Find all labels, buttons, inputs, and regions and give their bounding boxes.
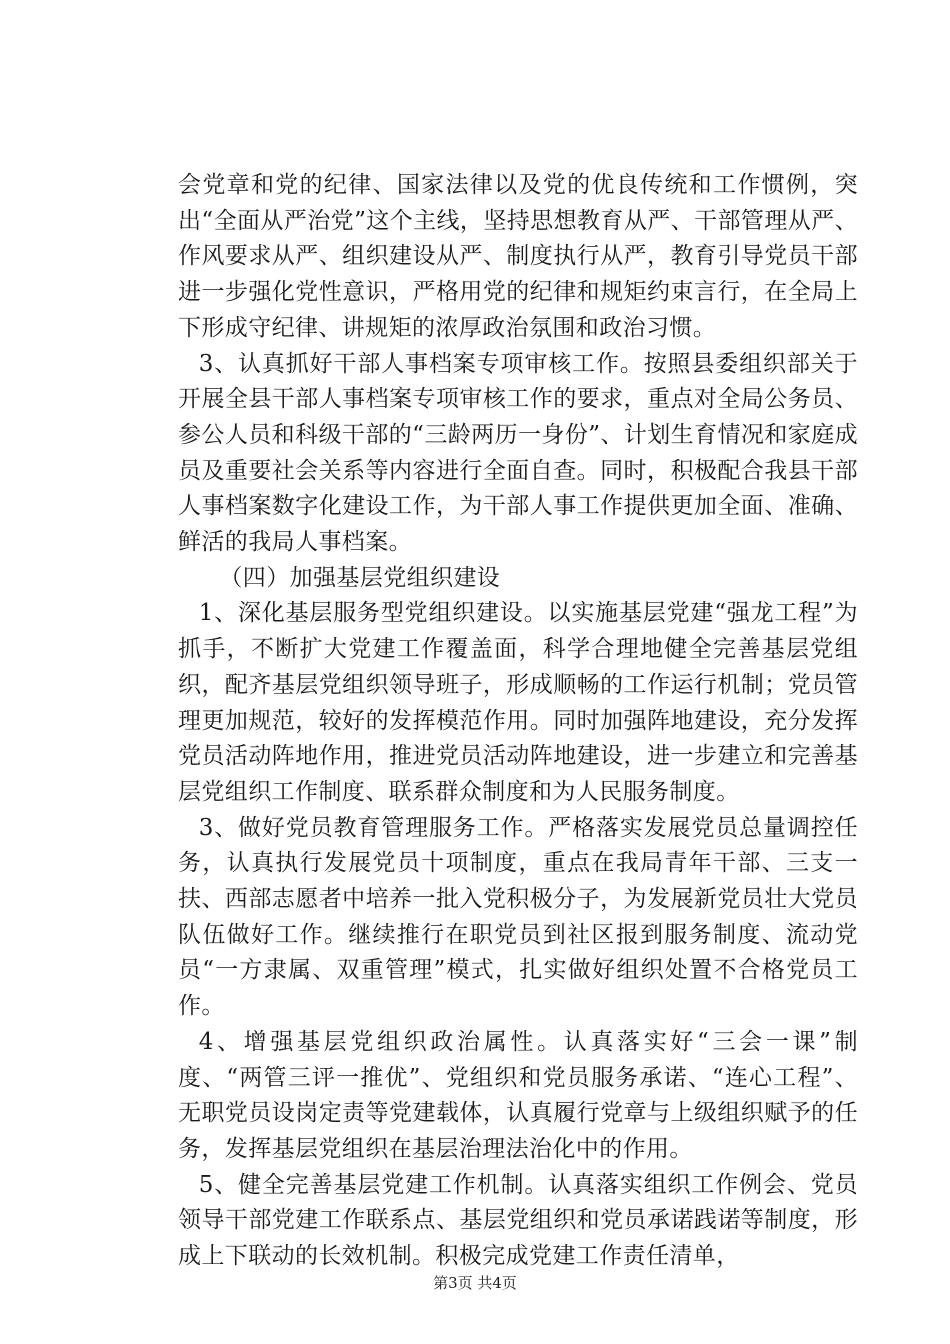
paragraph-item-3-archives: 3、认真抓好干部人事档案专项审核工作。按照县委组织部关于开展全县干部人事档案专项审核工作的要求，重点对全局公务员、参公人员和科级干部的“三龄两历一身份”、计划生育情况和家庭成员及重要社会关系等内容进行全面自查。同时，积极配合我县干部人事档案数字化建设工作，为干部人事工作提供更加全面、准确、鲜活的我局人事档案。 <box>178 350 858 556</box>
page-number: 第3页 共4页 <box>433 1274 517 1292</box>
paragraph-continuation: 会党章和党的纪律、国家法律以及党的优良传统和工作惯例，突出“全面从严治党”这个主线，坚持思想教育从严、干部管理从严、作风要求从严、组织建设从严、制度执行从严，教育引导党员干部进一步强化党性意识，严格用党的纪律和规矩约束言行，在全局上下形成守纪律、讲规矩的浓厚政治氛围和政治习惯。 <box>178 172 858 341</box>
paragraph-item-3-education: 3、做好党员教育管理服务工作。严格落实发展党员总量调控任务，认真执行发展党员十项制度，重点在我局青年干部、三支一扶、西部志愿者中培养一批入党积极分子，为发展新党员壮大党员队伍做好工作。继续推行在职党员到社区报到服务制度、流动党员“一方隶属、双重管理”模式，扎实做好组织处置不合格党员工作。 <box>178 814 858 1020</box>
paragraph-item-5-mechanism: 5、健全完善基层党建工作机制。认真落实组织工作例会、党员领导干部党建工作联系点、基层党组织和党员承诺践诺等制度，形成上下联动的长效机制。积极完成党建工作责任清单， <box>178 1171 858 1270</box>
paragraph-item-1-service: 1、深化基层服务型党组织建设。以实施基层党建“强龙工程”为抓手，不断扩大党建工作覆盖面，科学合理地健全完善基层党组织，配齐基层党组织领导班子，形成顺畅的工作运行机制；党员管理更加规范，较好的发挥模范作用。同时加强阵地建设，充分发挥党员活动阵地作用，推进党员活动阵地建设，进一步建立和完善基层党组织工作制度、联系群众制度和为人民服务制度。 <box>178 600 858 805</box>
section-heading-4: （四）加强基层党组织建设 <box>219 564 501 591</box>
paragraph-item-4-political: 4、增强基层党组织政治属性。认真落实好“三会一课”制度、“两管三评一推优”、党组织和党员服务承诺、“连心工程”、无职党员设岗定责等党建载体，认真履行党章与上级组织赋予的任务，发挥基层党组织在基层治理法治化中的作用。 <box>178 1028 858 1162</box>
body-text <box>178 168 858 1275</box>
